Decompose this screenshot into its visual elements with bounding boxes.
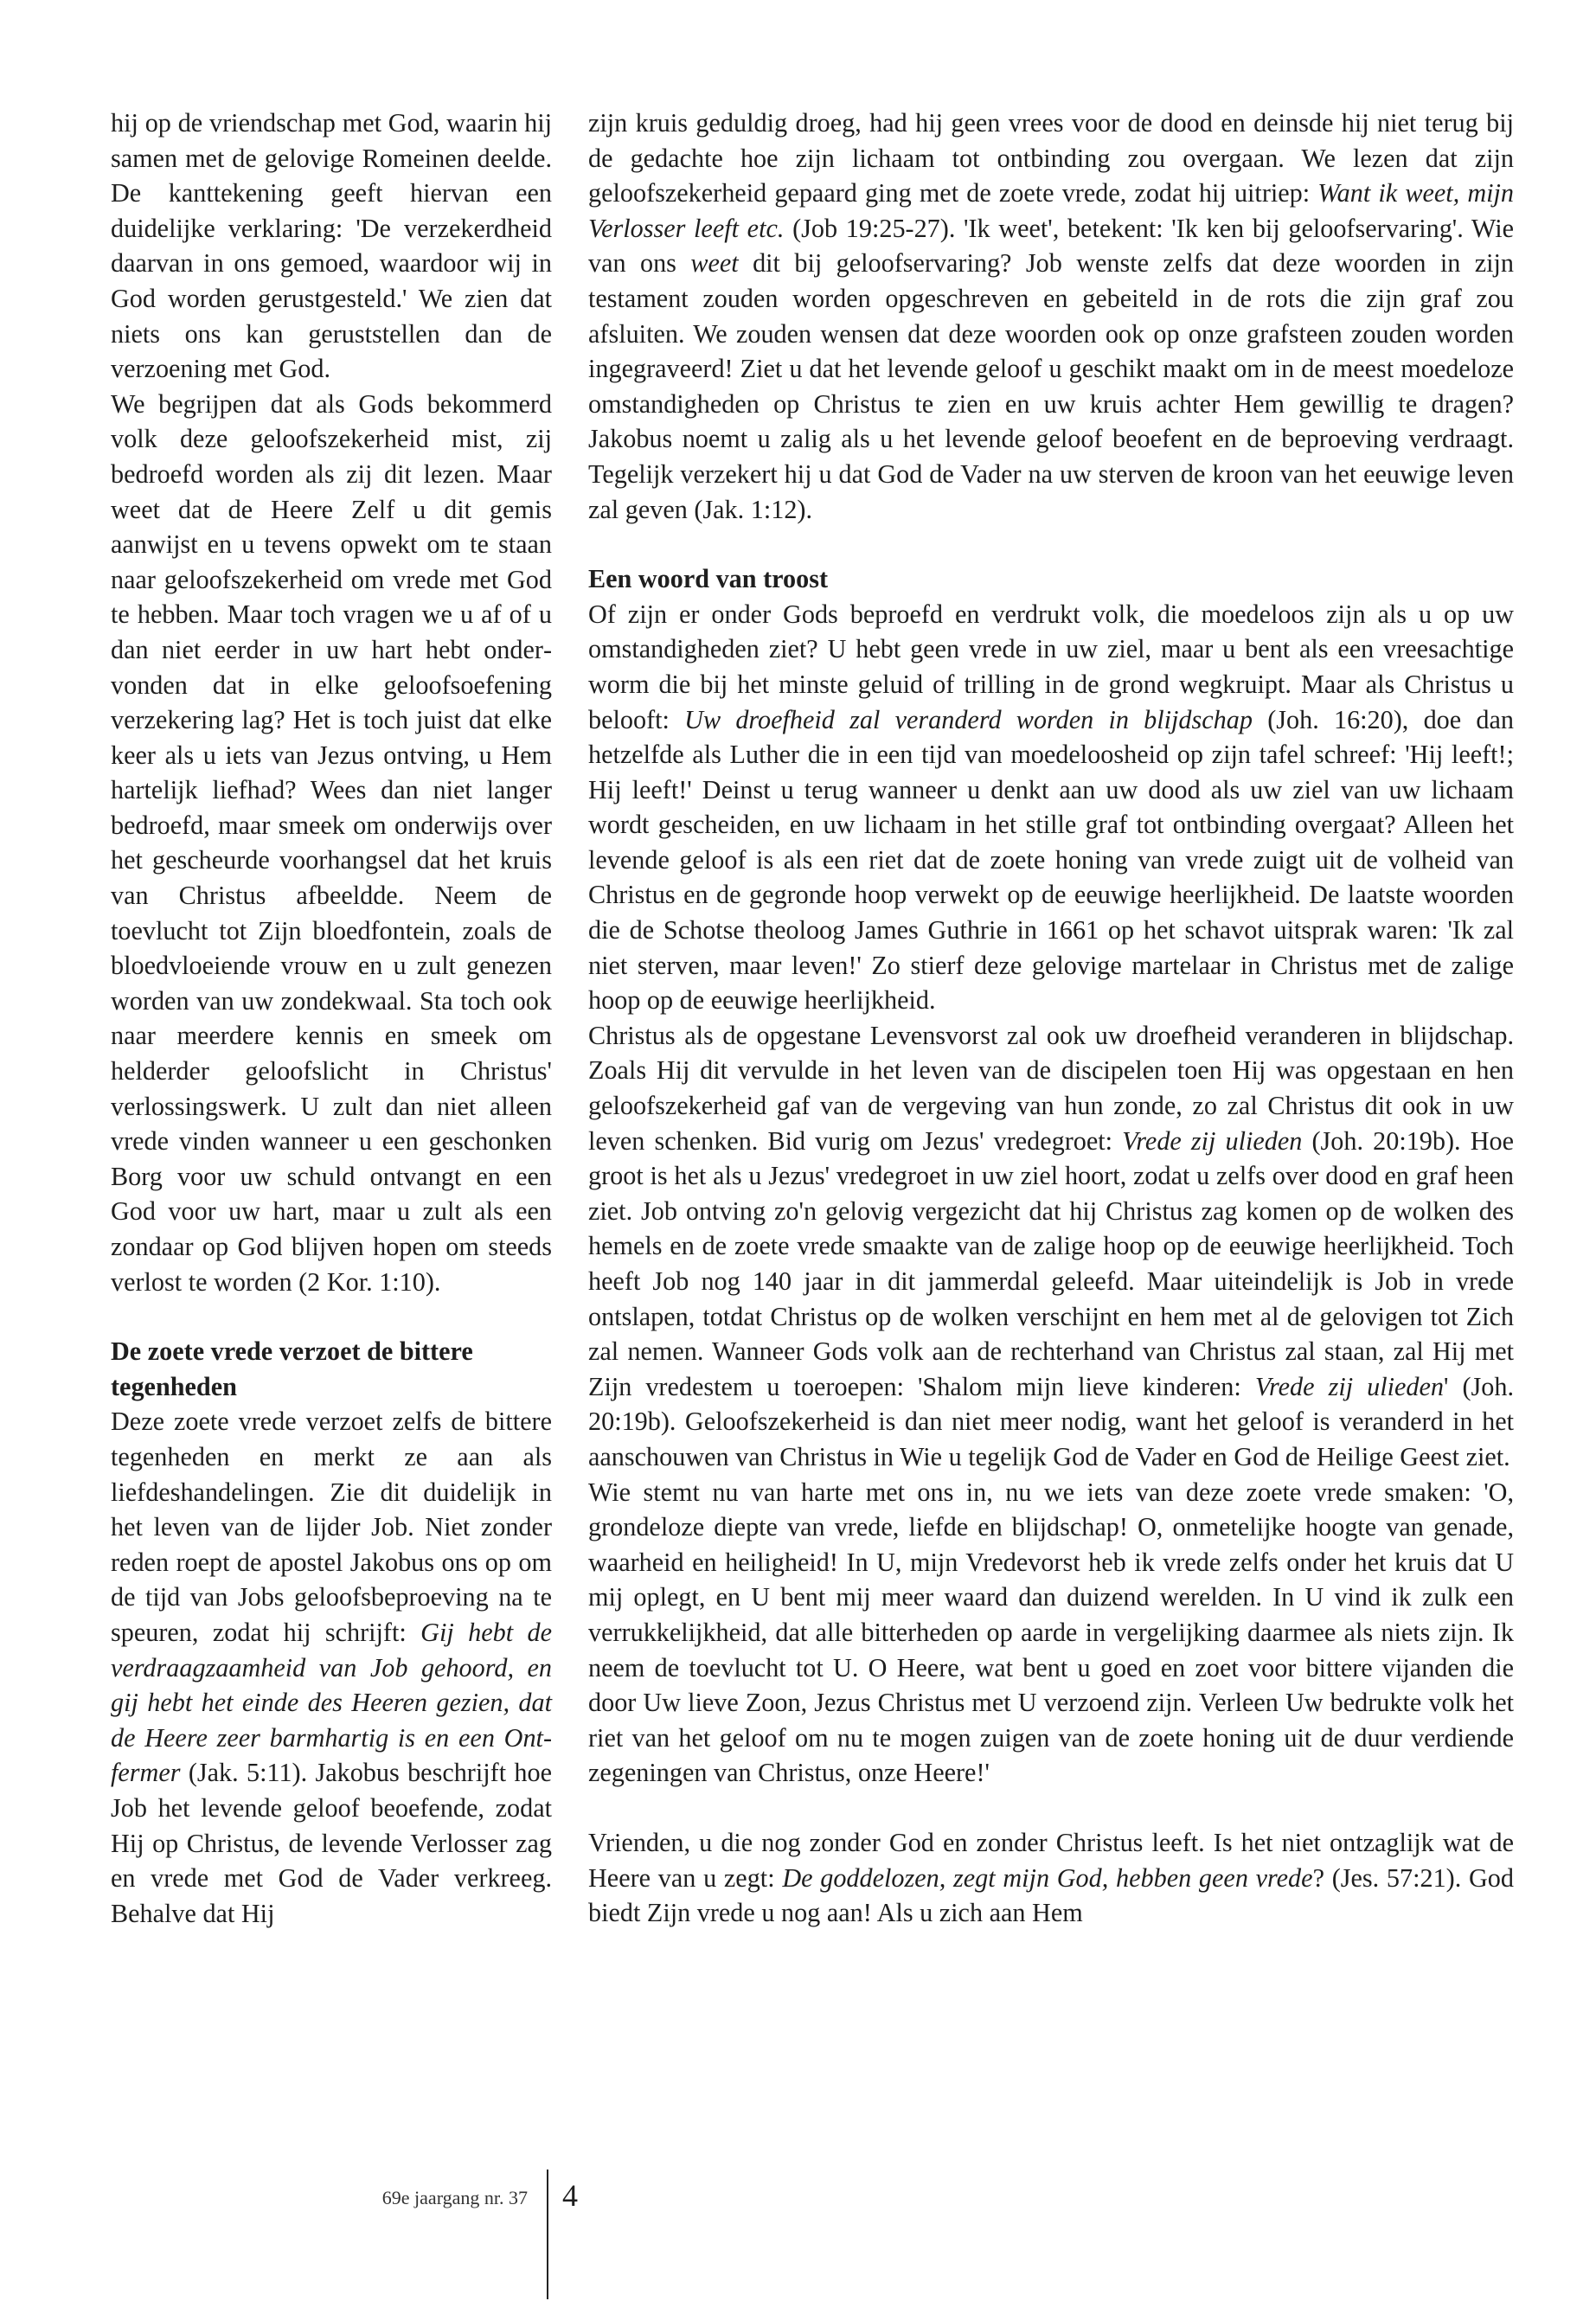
left-paragraph-3 [111,1404,552,1931]
right-paragraph-5-quote: De goddelozen, zegt mijn God, hebben geen vrede [782,1862,1313,1893]
right-paragraph-1-text-c: dit bij geloofservaring? Job wenste zelfs dat deze woorden in zijn testament zouden worden opgeschreven en gebeiteld in de rots die zijn graf zou afsluiten. We zouden wensen dat deze woorden ook op onze grafsteen zouden worden ingegraveerd! Ziet u dat het levende geloof u geschikt maakt om in de meest moedeloze omstandigheden op Christus te zien en uw kruis achter Hem gewillig te dragen? Jakobus noemt u zalig als u het levende geloof beoefent en de beproeving verdraagt. Tegelijk verzekert hij u dat God de Vader na uw sterven de kroon van het eeuwige leven zal geven (Jak. 1:12). [588,248,1514,524]
right-column [588,106,1514,1931]
right-paragraph-1 [588,106,1514,527]
right-paragraph-3-text-b: (Joh. 20:19b). Hoe groot is het als u Jezus' vredegroet in uw ziel hoort, zodat u zelfs over dood en graf heen ziet. Job ontving zo'n gelovig vergezicht dat hij Christus zag komen op de wolken des hemels en de zoete vrede smaakte van de zalige hoop op de eeuwige heerlijkheid. Toch heeft Job nog 140 jaar in dit jammerdal geleefd. Maar uiteindelijk is Job in vrede ontslapen, totdat Christus op de wolken verschijnt en hem met al de gelovigen tot Zich zal nemen. Wanneer Gods volk aan de rechterhand van Christus zal staan, zal Hij met Zijn vredestem u toeroepen: 'Shalom mijn lieve kinderen: [588,1125,1514,1401]
right-paragraph-3-text-a: Christus als de opgestane Levensvorst zal ook uw droefheid veranderen in blijdschap. Zoals Hij dit vervulde in het leven van de discipelen toen Hij was opgestaan en hen geloofszekerheid gaf van de vergeving van hun zonde, zo zal Christus dit ook in uw leven schenken. Bid vurig om Jezus' vredegroet: [588,1020,1514,1156]
right-paragraph-5-text-b: ? (Jes. 57:21). God biedt Zijn vrede u nog aan! Als u zich aan Hem [588,1862,1514,1928]
footer-journal-issue: 69e jaargang nr. 37 [381,2187,528,2208]
right-paragraph-5-text-a: Vrienden, u die nog zonder God en zonder Christus leeft. Is het niet ontzaglijk wat de Heere van u zegt: [588,1827,1514,1893]
right-paragraph-3-text-c: ' (Joh. 20:19b). Geloofszekerheid is dan niet meer nodig, want het geloof is veranderd in het aanschouwen van Christus in Wie u tegelijk God de Vader en God de Heilige Geest ziet. [588,1371,1515,1471]
right-paragraph-5 [588,1825,1514,1931]
right-paragraph-1-text-b: (Job 19:25-27). 'Ik weet', betekent: 'Ik ken bij geloofservaring'. Wie van ons [588,213,1514,279]
right-paragraph-2-text-a: Of zijn er onder Gods beproefd en verdrukt volk, die moedeloos zijn als u op uw omstandigheden ziet? U hebt geen vrede in uw ziel, maar u bent als een vreesachtige worm die bij het minste geluid of trilling in de grond wegkruipt. Maar als Christus u belooft: [588,599,1514,734]
left-paragraph-3-text-a: Deze zoete vrede verzoet zelfs de bittere tegenheden en merkt ze aan als liefdeshandelingen. Zie dit duidelijk in het leven van de lijder Job. Niet zonder reden roept de apostel Jakobus ons op om de tijd van Jobs geloofsbeproeving na te speuren, zodat hij schrijft: [111,1407,552,1647]
right-paragraph-3 [588,1018,1514,1475]
right-paragraph-2-text-b: (Joh. 16:20), doe dan hetzelfde als Luther die in een tijd van moedeloosheid op zijn tafel schreef: 'Hij leeft!; Hij leeft!' Deinst u terug wanneer u denkt aan uw dood als uw ziel van uw lichaam wordt gescheiden, en uw lichaam in het stille graf tot ontbinding overgaat? Alleen het levende geloof is als een riet dat de zoete honing van vrede zuigt uit de volheid van Christus en de gegronde hoop verwekt op de eeuwige heerlijkheid. De laatste woorden die de Schotse theoloog James Guthrie in 1661 op het schavot uitsprak waren: 'Ik zal niet sterven, maar leven!' Zo stierf deze gelovige martelaar in Christus met de zalige hoop op de eeuwige heerlijkheid. [588,704,1514,1016]
section-heading-bitter: De zoete vrede verzoet de bittere tegenheden [111,1336,473,1401]
right-paragraph-1-quote: Want ik weet, mijn Verlosser leeft etc. [588,178,1515,243]
left-paragraph-3-text-b: (Jak. 5:11). Jakobus beschrijft hoe Job het levende geloof beoefende, zodat Hij op Christus, de levende Verlosser zag en vrede met God de Vader verkreeg. Behalve dat Hij [111,1758,552,1928]
section-heading-troost: Een woord van troost [588,564,829,594]
left-paragraph-3-quote: Gij hebt de verdraagzaamheid van Job gehoord, en gij hebt het einde des Heeren gezien, dat de Heere zeer barmhartig is en een Ontfermer [111,1617,552,1788]
right-paragraph-2 [588,597,1514,1018]
right-paragraph-3-quote-2: Vrede zij ulieden [1254,1371,1444,1401]
left-paragraph-2: We begrijpen dat als Gods bekommerd volk deze geloofszekerheid mist, zij bedroefd worden als zij dit lezen. Maar weet dat de Heere Zelf u dit gemis aanwijst en u tevens opwekt om te staan naar geloofszekerheid om vrede met God te hebben. Maar toch vragen we u af of u dan niet eerder in uw hart hebt ondervonden dat in elke geloofsoefening verzekering lag? Het is toch juist dat elke keer als u iets van Jezus ontving, u Hem hartelijk liefhad? Wees dan niet langer bedroefd, maar smeek om onderwijs over het gescheurde voorhangsel dat het kruis van Christus afbeeldde. Neem de toevlucht tot Zijn bloedfontein, zoals de bloedvloeiende vrouw en u zult genezen worden van uw zondekwaal. Sta toch ook naar meerdere kennis en smeek om helderder geloofslicht in Christus' verlossingswerk. U zult dan niet alleen vrede vinden wanneer u een geschonken Borg voor uw schuld ontvangt en een God voor uw hart, maar u zult als een zondaar op God blijven hopen om steeds verlost te worden (2 Kor. 1:10). [111,388,552,1297]
right-paragraph-1-text-a: zijn kruis geduldig droeg, had hij geen vrees voor de dood en deinsde hij niet terug bij de gedachte hoe zijn lichaam tot ontbinding zou overgaan. We lezen dat zijn geloofszekerheid gepaard ging met de zoete vrede, zodat hij uitriep: [588,108,1514,208]
left-column [111,106,552,1931]
right-paragraph-4: Wie stemt nu van harte met ons in, nu we iets van deze zoete vrede smaken: 'O, grondeloze diepte van vrede, liefde en blijdschap! O, onmetelijke hoogte van genade, waarheid en heiligheid! In U, mijn Vredevorst heb ik vrede zelfs onder het kruis dat U mij oplegt, en U bent mij meer waard dan duizend werelden. In U vind ik zulk een verrukkelijkheid, dat alle bitterheden op aarde in vergelijking daarmee als niets zijn. Ik neem de toevlucht tot U. O Heere, wat bent u goed en zoet voor bittere vijanden die door Uw lieve Zoon, Jezus Christus met U verzoend zijn. Verleen Uw bedrukte volk het riet van het geloof om nu te mogen zuigen van de zoete honing uit de duur verdiende zegeningen van Christus, onze Heere!' [588,1477,1514,1788]
right-paragraph-1-weet: weet [690,248,739,279]
footer-divider [547,2170,548,2299]
left-paragraph-1: hij op de vriendschap met God, waarin hij samen met de gelovige Romeinen deelde. De kanttekening geeft hiervan een duidelijke verklaring: 'De verzekerdheid daarvan in ons gemoed, waardoor wij in God worden gerustgesteld.' We zien dat niets ons kan geruststellen dan de verzoening met God. [111,108,552,384]
right-paragraph-3-quote-1: Vrede zij ulieden [1122,1125,1303,1156]
right-paragraph-2-quote: Uw droefheid zal veranderd worden in blijdschap [684,704,1253,734]
page-number: 4 [562,2178,578,2213]
